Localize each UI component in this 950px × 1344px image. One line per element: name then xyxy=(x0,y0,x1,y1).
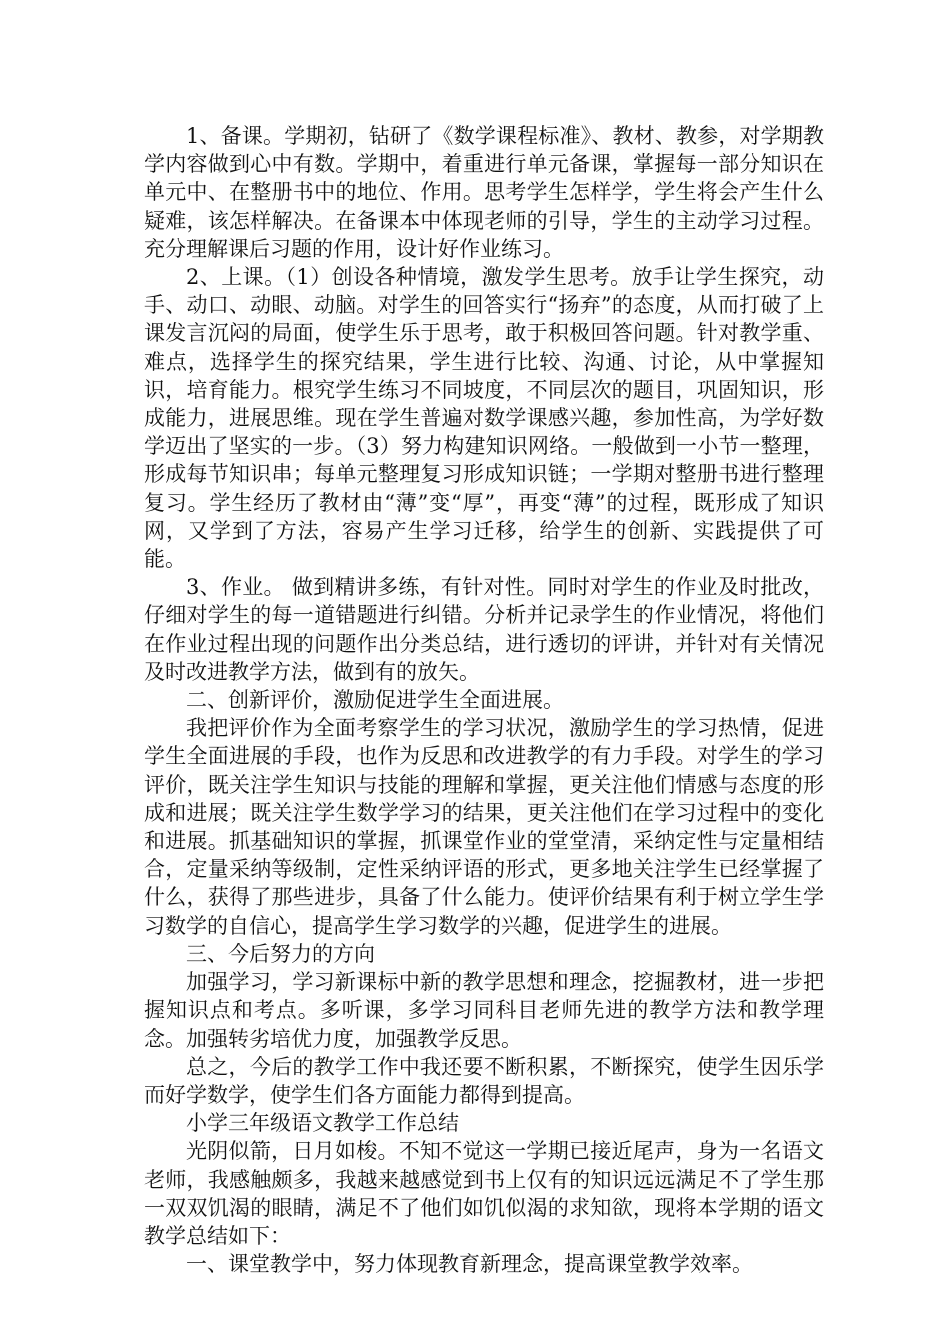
paragraph-intro: 光阴似箭，日月如梭。不知不觉这一学期已接近尾声，身为一名语文老师，我感触颇多，我越来越感觉到书上仅有的知识远远满足不了学生那一双双饥渴的眼睛，满足不了他们如饥似渴的求知欲，现将本学期的语文教学总结如下： xyxy=(144,1139,824,1248)
section-heading-evaluation: 二、创新评价，激励促进学生全面进展。 xyxy=(186,688,564,713)
paragraph-teaching: 2、上课。（1）创设各种情境，激发学生思考。放手让学生探究，动手、动口、动眼、动脑。对学生的回答实行“扬弃”的态度，从而打破了上课发言沉闷的局面，使学生乐于思考，敢于积极回答问题。针对教学重、难点，选择学生的探究结果，学生进行比较、沟通、讨论，从中掌握知识，培育能力。根究学生练习不同坡度，不同层次的题目，巩固知识，形成能力，进展思维。现在学生普遍对数学课感兴趣，参加性高，为学好数学迈出了坚实的一步。（3）努力构建知识网络。一般做到一小节一整理，形成每节知识串；每单元整理复习形成知识链；一学期对整册书进行整理复习。学生经历了教材由“薄”变“厚”，再变“薄”的过程，既形成了知识网，又学到了方法，容易产生学习迁移，给学生的创新、实践提供了可能。 xyxy=(144,265,824,572)
document-title-chinese-summary: 小学三年级语文教学工作总结 xyxy=(186,1111,459,1136)
paragraph-homework: 3、作业。 做到精讲多练，有针对性。同时对学生的作业及时批改，仔细对学生的每一道错题进行纠错。分析并记录学生的作业情况，将他们在作业过程出现的问题作出分类总结，进行透切的评讲，并针对有关情况及时改进教学方法，做到有的放矢。 xyxy=(144,575,824,684)
paragraph-lesson-prep: 1、备课。学期初，钻研了《数学课程标准》、教材、教参，对学期教学内容做到心中有数。学期中，着重进行单元备课，掌握每一部分知识在单元中、在整册书中的地位、作用。思考学生怎样学，学生将会产生什么疑难，该怎样解决。在备课本中体现老师的引导，学生的主动学习过程。充分理解课后习题的作用，设计好作业练习。 xyxy=(144,124,824,261)
paragraph-conclusion: 总之，今后的教学工作中我还要不断积累，不断探究，使学生因乐学而好学数学，使学生们各方面能力都得到提高。 xyxy=(144,1054,824,1107)
document-body xyxy=(144,122,824,1278)
section-heading-future: 三、今后努力的方向 xyxy=(186,941,375,966)
paragraph-evaluation: 我把评价作为全面考察学生的学习状况，激励学生的学习热情，促进学生全面进展的手段，也作为反思和改进教学的有力手段。对学生的学习评价，既关注学生知识与技能的理解和掌握，更关注他们情感与态度的形成和进展；既关注学生数学学习的结果，更关注他们在学习过程中的变化和进展。抓基础知识的掌握，抓课堂作业的堂堂清，采纳定性与定量相结合，定量采纳等级制，定性采纳评语的形式，更多地关注学生已经掌握了什么，获得了那些进步，具备了什么能力。使评价结果有利于树立学生学习数学的自信心，提高学生学习数学的兴趣，促进学生的进展。 xyxy=(144,716,824,938)
paragraph-future: 加强学习，学习新课标中新的教学思想和理念，挖掘教材，进一步把握知识点和考点。多听课，多学习同科目老师先进的教学方法和教学理念。加强转劣培优力度，加强教学反思。 xyxy=(144,970,824,1051)
section-heading-classroom: 一、课堂教学中，努力体现教育新理念，提高课堂教学效率。 xyxy=(186,1252,753,1277)
